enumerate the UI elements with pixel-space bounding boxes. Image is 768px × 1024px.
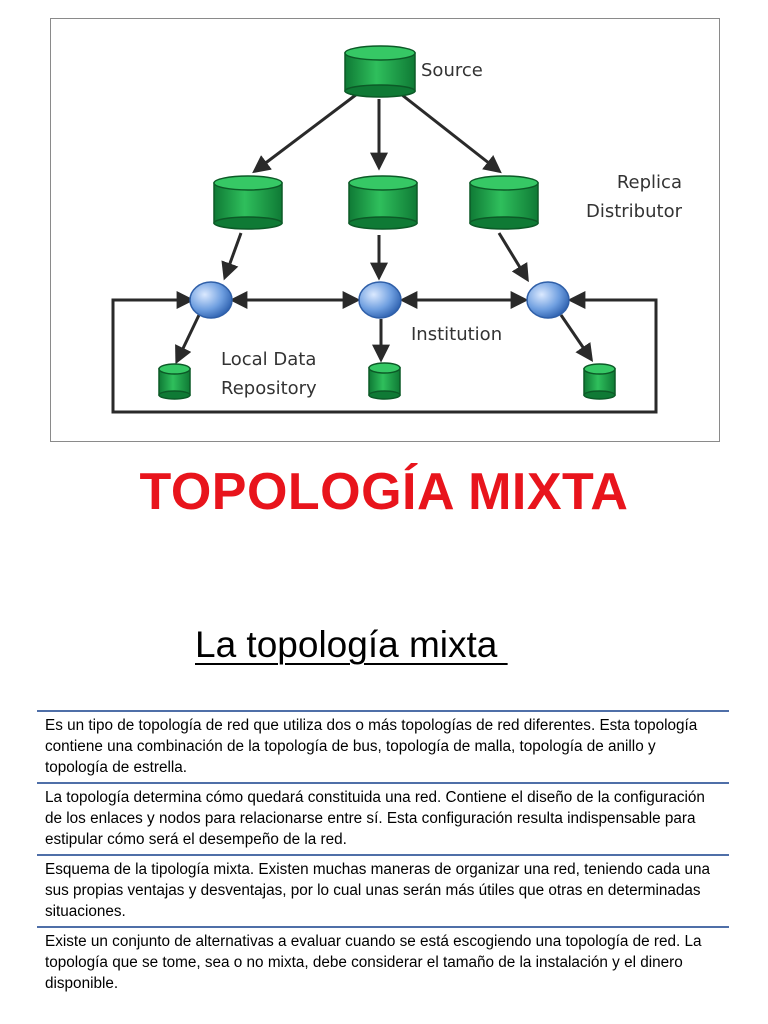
paragraph-list	[37, 710, 729, 998]
topology-diagram	[50, 18, 720, 442]
arrow-node-repo-right	[561, 315, 591, 359]
diagram-drawing	[51, 19, 721, 443]
arrow-node-repo-left	[177, 315, 199, 361]
replica-database-left-icon	[214, 176, 282, 229]
paragraph: Existe un conjunto de alternativas a evaluar cuando se está escogiendo una topología de red. La topología que se tome, sea o no mixta, debe considerar el tamaño de la instalación y el dinero disponible.	[37, 926, 729, 998]
local-repository-right-icon	[584, 364, 615, 399]
replica-database-mid-icon	[349, 176, 417, 229]
arrow-replica-node-right	[499, 233, 527, 279]
institution-label: Institution	[411, 324, 503, 345]
arrow-source-replica-right	[397, 91, 499, 171]
local-repository-mid-icon	[369, 363, 400, 399]
source-label: Source	[421, 60, 483, 81]
replica-database-right-icon	[470, 176, 538, 229]
paragraph: Esquema de la tipología mixta. Existen muchas maneras de organizar una red, teniendo cada una sus propias ventajas y desventajas, por lo cual unas serán más útiles que otras en determinadas situaciones.	[37, 854, 729, 926]
arrow-replica-node-left	[225, 233, 241, 277]
arrow-source-replica-left	[255, 91, 361, 171]
node-mid-icon	[359, 282, 401, 318]
local-repository-left-icon	[159, 364, 190, 399]
source-database-icon	[345, 46, 415, 97]
local-data-repository-label: Local Data Repository	[221, 349, 317, 399]
page-title: TOPOLOGÍA MIXTA	[139, 463, 629, 521]
paragraph: Es un tipo de topología de red que utiliza dos o más topologías de red diferentes. Esta topología contiene una combinación de la topología de bus, topología de malla, topología de anillo y topología de estrella.	[37, 710, 729, 782]
section-heading: La topología mixta	[195, 624, 508, 665]
node-right-icon	[527, 282, 569, 318]
paragraph: La topología determina cómo quedará constituida una red. Contiene el diseño de la configuración de los enlaces y nodos para relacionarse entre sí. Esta configuración resulta indispensable para estipular cómo será el desempeño de la red.	[37, 782, 729, 854]
node-left-icon	[190, 282, 232, 318]
replica-distributor-label: Replica Distributor	[585, 172, 682, 222]
